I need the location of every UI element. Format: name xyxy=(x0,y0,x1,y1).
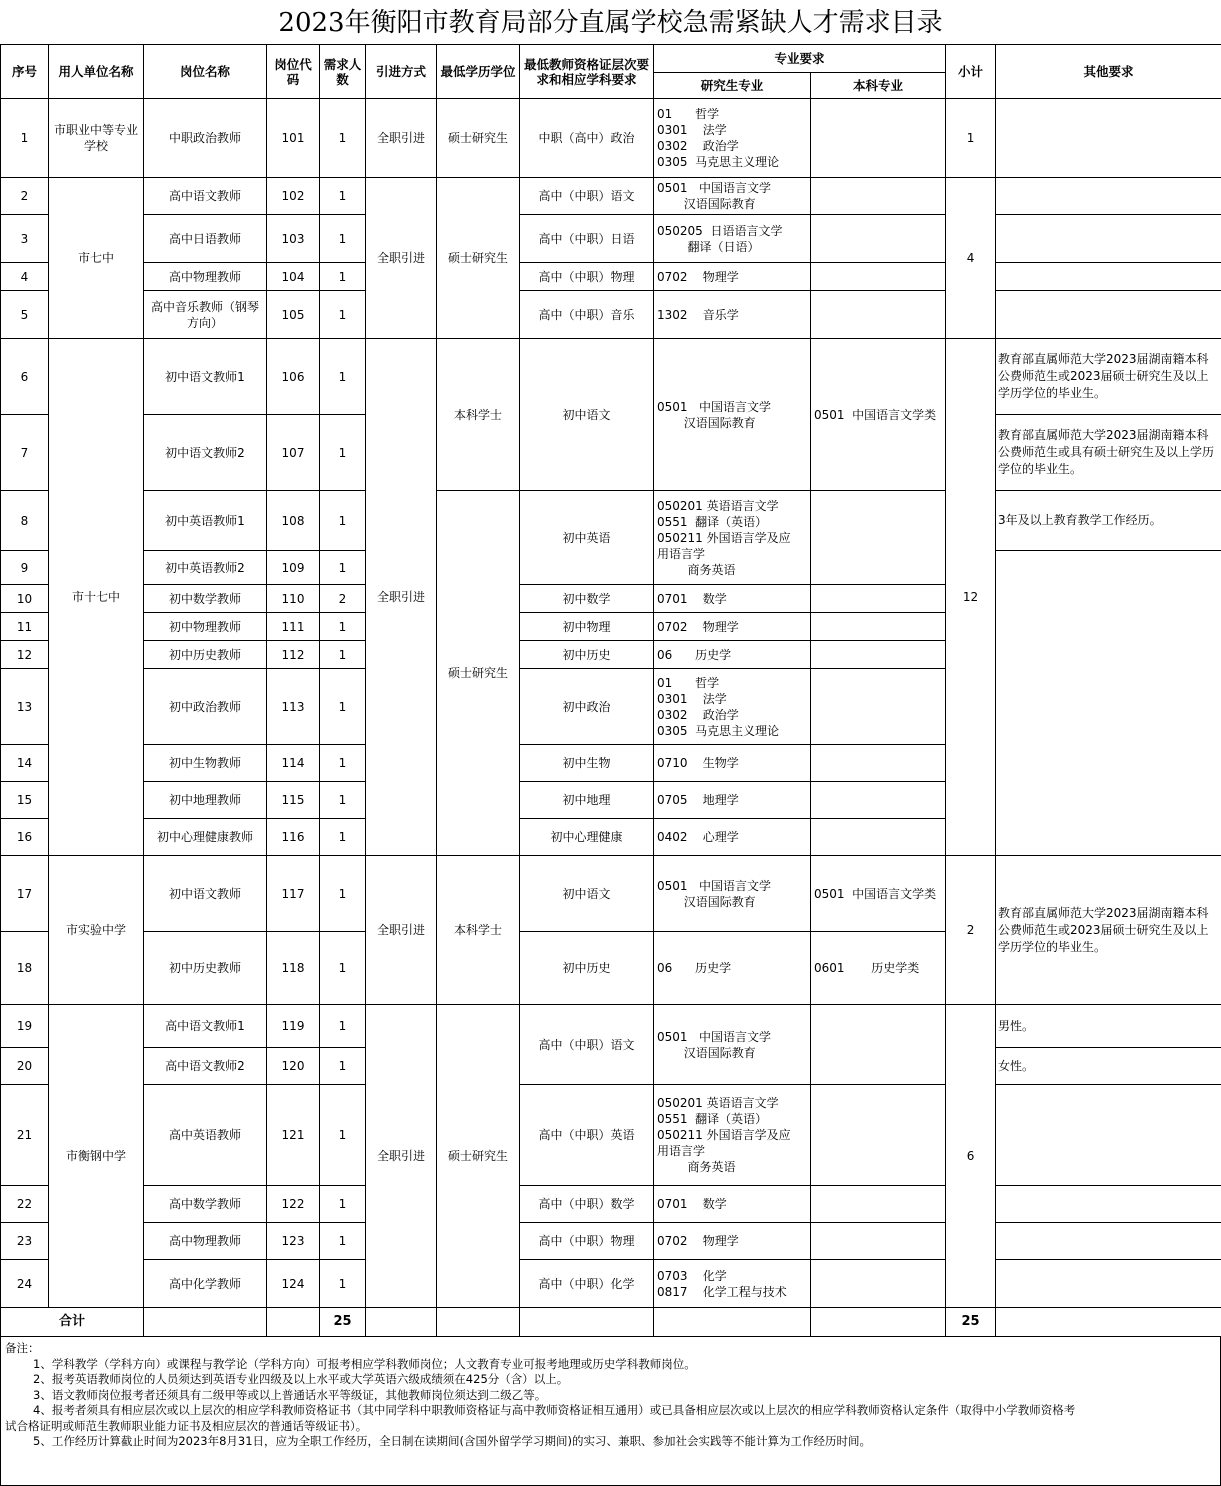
cert-requirement: 高中（中职）日语 xyxy=(520,215,654,263)
grad-major: 0702 物理学 xyxy=(654,1223,811,1260)
bach-major xyxy=(811,613,946,641)
grad-major: 1302 音乐学 xyxy=(654,291,811,339)
cert-requirement: 高中（中职）化学 xyxy=(520,1260,654,1308)
demand-count: 1 xyxy=(320,415,366,491)
demand-count: 1 xyxy=(320,1085,366,1186)
post-name: 高中语文教师 xyxy=(144,178,267,215)
cert-requirement: 初中语文 xyxy=(520,856,654,932)
cert-requirement: 初中英语 xyxy=(520,491,654,585)
demand-count: 1 xyxy=(320,215,366,263)
row-seq: 19 xyxy=(1,1005,49,1048)
grad-major: 0702 物理学 xyxy=(654,263,811,291)
demand-count: 1 xyxy=(320,99,366,178)
table-row xyxy=(1,263,1221,291)
post-name: 高中语文教师2 xyxy=(144,1048,267,1085)
unit-name: 市职业中等专业学校 xyxy=(49,99,144,178)
notes-section xyxy=(0,1337,1221,1486)
grad-major: 0702 物理学 xyxy=(654,613,811,641)
post-code: 121 xyxy=(267,1085,320,1186)
unit-name: 市衡钢中学 xyxy=(49,1005,144,1308)
unit-name: 市七中 xyxy=(49,178,144,339)
demand-count: 1 xyxy=(320,782,366,819)
header-seq: 序号 xyxy=(1,45,49,99)
bach-major xyxy=(811,1186,946,1223)
grad-major: 050201 英语语言文学 0551 翻译（英语） 050211 外国语言学及应 用语言学 商务英语 xyxy=(654,1085,811,1186)
table-row xyxy=(1,1260,1221,1308)
demand-count: 1 xyxy=(320,1260,366,1308)
bach-major: 0501 中国语言文学类 xyxy=(811,856,946,932)
bach-major: 0501 中国语言文学类 xyxy=(811,339,946,491)
post-code: 120 xyxy=(267,1048,320,1085)
post-name: 初中数学教师 xyxy=(144,585,267,613)
subtotal: 6 xyxy=(946,1005,996,1308)
post-code: 117 xyxy=(267,856,320,932)
table-row xyxy=(1,215,1221,263)
other-requirement: 教育部直属师范大学2023届湖南籍本科公费师范生或具有硕士研究生及以上学历学位的毕业生。 xyxy=(996,415,1221,491)
row-seq: 21 xyxy=(1,1085,49,1186)
row-seq: 12 xyxy=(1,641,49,669)
post-name: 初中政治教师 xyxy=(144,669,267,745)
post-code: 118 xyxy=(267,932,320,1005)
demand-count: 2 xyxy=(320,585,366,613)
post-name: 高中日语教师 xyxy=(144,215,267,263)
grad-major: 050201 英语语言文学 0551 翻译（英语） 050211 外国语言学及应 用语言学 商务英语 xyxy=(654,491,811,585)
post-code: 114 xyxy=(267,745,320,782)
post-name: 初中语文教师2 xyxy=(144,415,267,491)
unit-name: 市实验中学 xyxy=(49,856,144,1005)
table-row xyxy=(1,1085,1221,1186)
demand-count: 1 xyxy=(320,1223,366,1260)
demand-count: 1 xyxy=(320,1186,366,1223)
other-requirement: 教育部直属师范大学2023届湖南籍本科公费师范生或2023届硕士研究生及以上学历学位的毕业生。 xyxy=(996,856,1221,1005)
grad-major: 0501 中国语言文学 汉语国际教育 xyxy=(654,339,811,491)
bach-major xyxy=(811,1260,946,1308)
cert-requirement: 初中数学 xyxy=(520,585,654,613)
row-seq: 13 xyxy=(1,669,49,745)
page-title: 2023年衡阳市教育局部分直属学校急需紧缺人才需求目录 xyxy=(0,0,1221,44)
grad-major: 01 哲学 0301 法学 0302 政治学 0305 马克思主义理论 xyxy=(654,669,811,745)
total-empty-grad xyxy=(654,1308,811,1337)
header-post: 岗位名称 xyxy=(144,45,267,99)
header-num: 需求人数 xyxy=(320,45,366,99)
cert-requirement: 初中政治 xyxy=(520,669,654,745)
post-code: 105 xyxy=(267,291,320,339)
demand-count: 1 xyxy=(320,178,366,215)
row-seq: 2 xyxy=(1,178,49,215)
demand-count: 1 xyxy=(320,291,366,339)
post-code: 112 xyxy=(267,641,320,669)
bach-major xyxy=(811,1005,946,1085)
note-2: 2、报考英语教师岗位的人员须达到英语专业四级及以上水平或大学英语六级成绩须在425分（含）以上。 xyxy=(5,1372,1216,1388)
cert-requirement: 中职（高中）政治 xyxy=(520,99,654,178)
other-requirement xyxy=(996,1085,1221,1186)
post-code: 102 xyxy=(267,178,320,215)
header-subtotal: 小计 xyxy=(946,45,996,99)
cert-requirement: 高中（中职）物理 xyxy=(520,1223,654,1260)
bach-major xyxy=(811,819,946,856)
table-row xyxy=(1,1186,1221,1223)
bach-major xyxy=(811,669,946,745)
post-name: 初中心理健康教师 xyxy=(144,819,267,856)
post-name: 初中英语教师2 xyxy=(144,551,267,585)
post-code: 101 xyxy=(267,99,320,178)
post-name: 中职政治教师 xyxy=(144,99,267,178)
header-unit: 用人单位名称 xyxy=(49,45,144,99)
bach-major xyxy=(811,263,946,291)
other-requirement xyxy=(996,1260,1221,1308)
grad-major: 0710 生物学 xyxy=(654,745,811,782)
other-requirement: 女性。 xyxy=(996,1048,1221,1085)
post-name: 高中英语教师 xyxy=(144,1085,267,1186)
post-code: 106 xyxy=(267,339,320,415)
header-method: 引进方式 xyxy=(366,45,437,99)
grad-major: 0701 数学 xyxy=(654,585,811,613)
unit-name: 市十七中 xyxy=(49,339,144,856)
demand-count: 1 xyxy=(320,745,366,782)
bach-major xyxy=(811,491,946,585)
grad-major: 0701 数学 xyxy=(654,1186,811,1223)
note-1: 1、学科教学（学科方向）或课程与教学论（学科方向）可报考相应学科教师岗位；人文教育专业可报考地理或历史学科教师岗位。 xyxy=(5,1357,1216,1373)
grad-major: 0501 中国语言文学 汉语国际教育 xyxy=(654,856,811,932)
post-code: 103 xyxy=(267,215,320,263)
other-requirement: 男性。 xyxy=(996,1005,1221,1048)
row-seq: 14 xyxy=(1,745,49,782)
row-seq: 15 xyxy=(1,782,49,819)
post-name: 高中物理教师 xyxy=(144,263,267,291)
min-degree: 本科学士 xyxy=(437,339,520,491)
table-row xyxy=(1,99,1221,178)
recruit-method: 全职引进 xyxy=(366,856,437,1005)
table-row xyxy=(1,491,1221,551)
table-row xyxy=(1,1223,1221,1260)
demand-count: 1 xyxy=(320,1048,366,1085)
cert-requirement: 初中地理 xyxy=(520,782,654,819)
row-seq: 10 xyxy=(1,585,49,613)
subtotal: 4 xyxy=(946,178,996,339)
bach-major xyxy=(811,291,946,339)
total-empty-other xyxy=(996,1308,1221,1337)
post-code: 109 xyxy=(267,551,320,585)
post-code: 111 xyxy=(267,613,320,641)
other-requirement xyxy=(996,99,1221,178)
row-seq: 3 xyxy=(1,215,49,263)
grad-major: 0501 中国语言文学 汉语国际教育 xyxy=(654,178,811,215)
post-name: 初中历史教师 xyxy=(144,932,267,1005)
bach-major xyxy=(811,782,946,819)
cert-requirement: 初中心理健康 xyxy=(520,819,654,856)
post-code: 110 xyxy=(267,585,320,613)
post-code: 107 xyxy=(267,415,320,491)
grad-major: 0703 化学 0817 化学工程与技术 xyxy=(654,1260,811,1308)
post-name: 高中音乐教师（钢琴方向） xyxy=(144,291,267,339)
grad-major: 0705 地理学 xyxy=(654,782,811,819)
note-4a: 4、报考者须具有相应层次或以上层次的相应学科教师资格证书（其中同学科中职教师资格证与高中教师资格证相互通用）或已具备相应层次或以上层次的相应学科教师资格认定条件（取得中小学教师资格考 xyxy=(5,1403,1216,1419)
post-name: 初中历史教师 xyxy=(144,641,267,669)
cert-requirement: 高中（中职）英语 xyxy=(520,1085,654,1186)
min-degree: 硕士研究生 xyxy=(437,1005,520,1308)
grad-major: 06 历史学 xyxy=(654,641,811,669)
recruit-method: 全职引进 xyxy=(366,1005,437,1308)
row-seq: 7 xyxy=(1,415,49,491)
total-empty-cert xyxy=(520,1308,654,1337)
post-name: 高中数学教师 xyxy=(144,1186,267,1223)
bach-major xyxy=(811,215,946,263)
header-code: 岗位代码 xyxy=(267,45,320,99)
grad-major: 06 历史学 xyxy=(654,932,811,1005)
demand-count: 1 xyxy=(320,1005,366,1048)
grad-major: 0402 心理学 xyxy=(654,819,811,856)
demand-count: 1 xyxy=(320,669,366,745)
post-name: 高中化学教师 xyxy=(144,1260,267,1308)
total-label: 合计 xyxy=(1,1308,144,1337)
bach-major xyxy=(811,1223,946,1260)
subtotal: 1 xyxy=(946,99,996,178)
cert-requirement: 初中语文 xyxy=(520,339,654,491)
table-row xyxy=(1,339,1221,415)
post-name: 高中语文教师1 xyxy=(144,1005,267,1048)
post-code: 115 xyxy=(267,782,320,819)
subtotal: 12 xyxy=(946,339,996,856)
min-degree: 本科学士 xyxy=(437,856,520,1005)
subtotal: 2 xyxy=(946,856,996,1005)
other-requirement: 3年及以上教育教学工作经历。 xyxy=(996,491,1221,551)
total-row xyxy=(1,1308,1221,1337)
notes-heading: 备注： xyxy=(5,1341,1216,1357)
total-empty-code xyxy=(267,1308,320,1337)
cert-requirement: 高中（中职）物理 xyxy=(520,263,654,291)
row-seq: 1 xyxy=(1,99,49,178)
total-subtotal: 25 xyxy=(946,1308,996,1337)
note-3: 3、语文教师岗位报考者还须具有二级甲等或以上普通话水平等级证，其他教师岗位须达到二级乙等。 xyxy=(5,1388,1216,1404)
bach-major: 0601 历史学类 xyxy=(811,932,946,1005)
post-code: 123 xyxy=(267,1223,320,1260)
post-name: 初中物理教师 xyxy=(144,613,267,641)
grad-major: 01 哲学 0301 法学 0302 政治学 0305 马克思主义理论 xyxy=(654,99,811,178)
table-row xyxy=(1,1005,1221,1048)
cert-requirement: 初中物理 xyxy=(520,613,654,641)
row-seq: 18 xyxy=(1,932,49,1005)
min-degree: 硕士研究生 xyxy=(437,491,520,856)
other-requirement: 教育部直属师范大学2023届湖南籍本科公费师范生或2023届硕士研究生及以上学历学位的毕业生。 xyxy=(996,339,1221,415)
post-name: 初中生物教师 xyxy=(144,745,267,782)
header-other: 其他要求 xyxy=(996,45,1221,99)
row-seq: 23 xyxy=(1,1223,49,1260)
demand-count: 1 xyxy=(320,263,366,291)
post-name: 高中物理教师 xyxy=(144,1223,267,1260)
post-name: 初中语文教师1 xyxy=(144,339,267,415)
row-seq: 5 xyxy=(1,291,49,339)
post-code: 108 xyxy=(267,491,320,551)
min-degree: 硕士研究生 xyxy=(437,178,520,339)
cert-requirement: 初中生物 xyxy=(520,745,654,782)
recruit-method: 全职引进 xyxy=(366,99,437,178)
cert-requirement: 高中（中职）数学 xyxy=(520,1186,654,1223)
other-requirement xyxy=(996,178,1221,215)
header-major: 专业要求 xyxy=(654,45,946,73)
cert-requirement: 高中（中职）音乐 xyxy=(520,291,654,339)
cert-requirement: 高中（中职）语文 xyxy=(520,1005,654,1085)
cert-requirement: 高中（中职）语文 xyxy=(520,178,654,215)
total-empty-post xyxy=(144,1308,267,1337)
row-seq: 11 xyxy=(1,613,49,641)
header-cert: 最低教师资格证层次要求和相应学科要求 xyxy=(520,45,654,99)
row-seq: 6 xyxy=(1,339,49,415)
cert-requirement: 初中历史 xyxy=(520,932,654,1005)
note-4b: 试合格证明或师范生教师职业能力证书及相应层次的普通话等级证书）。 xyxy=(5,1419,1216,1435)
other-requirement xyxy=(996,1186,1221,1223)
demand-count: 1 xyxy=(320,819,366,856)
recruit-method: 全职引进 xyxy=(366,178,437,339)
post-name: 初中语文教师 xyxy=(144,856,267,932)
row-seq: 24 xyxy=(1,1260,49,1308)
total-empty-method xyxy=(366,1308,437,1337)
demand-count: 1 xyxy=(320,613,366,641)
row-seq: 20 xyxy=(1,1048,49,1085)
demand-count: 1 xyxy=(320,491,366,551)
bach-major xyxy=(811,1085,946,1186)
total-empty-bach xyxy=(811,1308,946,1337)
demand-count: 1 xyxy=(320,551,366,585)
recruitment-table xyxy=(0,44,1221,1337)
recruit-method: 全职引进 xyxy=(366,339,437,856)
bach-major xyxy=(811,585,946,613)
row-seq: 8 xyxy=(1,491,49,551)
bach-major xyxy=(811,99,946,178)
row-seq: 22 xyxy=(1,1186,49,1223)
bach-major xyxy=(811,178,946,215)
total-empty-degree xyxy=(437,1308,520,1337)
post-code: 122 xyxy=(267,1186,320,1223)
header-degree: 最低学历学位 xyxy=(437,45,520,99)
grad-major: 050205 日语语言文学 翻译（日语） xyxy=(654,215,811,263)
bach-major xyxy=(811,641,946,669)
post-name: 初中地理教师 xyxy=(144,782,267,819)
demand-count: 1 xyxy=(320,856,366,932)
cert-requirement: 初中历史 xyxy=(520,641,654,669)
post-code: 113 xyxy=(267,669,320,745)
post-code: 116 xyxy=(267,819,320,856)
row-seq: 9 xyxy=(1,551,49,585)
demand-count: 1 xyxy=(320,932,366,1005)
table-row xyxy=(1,178,1221,215)
row-seq: 16 xyxy=(1,819,49,856)
header-grad-major: 研究生专业 xyxy=(654,73,811,99)
post-code: 124 xyxy=(267,1260,320,1308)
header-bach-major: 本科专业 xyxy=(811,73,946,99)
bach-major xyxy=(811,745,946,782)
post-code: 119 xyxy=(267,1005,320,1048)
post-code: 104 xyxy=(267,263,320,291)
demand-count: 1 xyxy=(320,641,366,669)
table-row xyxy=(1,291,1221,339)
other-requirement xyxy=(996,263,1221,291)
row-seq: 4 xyxy=(1,263,49,291)
other-requirement xyxy=(996,215,1221,263)
other-requirement xyxy=(996,291,1221,339)
other-requirement xyxy=(996,551,1221,856)
table-row xyxy=(1,856,1221,932)
post-name: 初中英语教师1 xyxy=(144,491,267,551)
other-requirement xyxy=(996,1223,1221,1260)
note-5: 5、工作经历计算截止时间为2023年8月31日，应为全职工作经历，全日制在读期间(含国外留学学习期间)的实习、兼职、参加社会实践等不能计算为工作经历时间。 xyxy=(5,1434,1216,1450)
min-degree: 硕士研究生 xyxy=(437,99,520,178)
total-demand: 25 xyxy=(320,1308,366,1337)
row-seq: 17 xyxy=(1,856,49,932)
grad-major: 0501 中国语言文学 汉语国际教育 xyxy=(654,1005,811,1085)
demand-count: 1 xyxy=(320,339,366,415)
